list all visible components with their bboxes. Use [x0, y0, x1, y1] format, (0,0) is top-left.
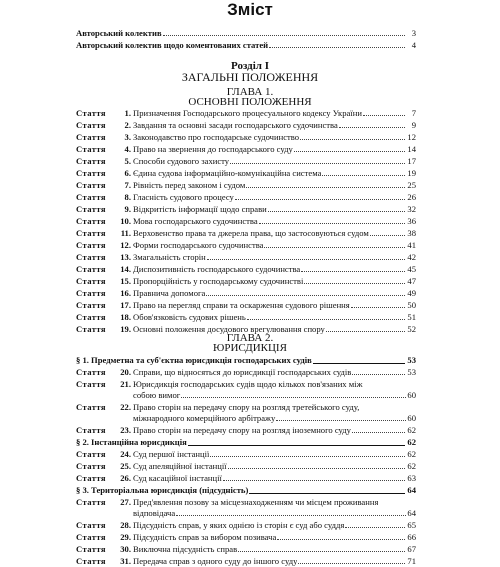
entry-page: 67 — [407, 544, 416, 554]
article-number: 14. — [120, 264, 131, 274]
entry-page: 14 — [407, 144, 416, 154]
toc-entry[interactable] — [76, 203, 416, 215]
front-matter — [76, 27, 416, 51]
toc-entry-continuation[interactable] — [76, 390, 416, 401]
leader-dots — [277, 539, 405, 540]
article-number: 18. — [120, 312, 131, 322]
leader-dots — [269, 47, 405, 48]
chapter-name: ЮРИСДИКЦІЯ — [213, 342, 287, 354]
toc-entry[interactable] — [76, 401, 416, 413]
toc-entry[interactable] — [76, 531, 416, 543]
toc-entry[interactable] — [76, 519, 416, 531]
leader-dots — [294, 151, 405, 152]
toc-entry[interactable] — [76, 251, 416, 263]
toc-entry[interactable] — [76, 366, 416, 378]
entry-page: 42 — [407, 252, 416, 262]
entry-text: відповідача — [133, 508, 176, 518]
leader-dots — [276, 413, 406, 421]
entry-page: 36 — [407, 216, 416, 226]
toc-section[interactable] — [76, 484, 416, 496]
entry-page: 65 — [407, 520, 416, 530]
toc-entry[interactable] — [76, 543, 416, 555]
article-number: 31. — [120, 556, 131, 566]
article-word: Стаття — [76, 216, 106, 226]
article-number: 10. — [120, 216, 131, 226]
chapter-label: ГЛАВА 2. — [226, 332, 274, 344]
entry-page: 53 — [407, 355, 416, 365]
leader-dots — [235, 199, 405, 200]
article-number: 9. — [124, 204, 131, 214]
entry-text: собою вимог — [133, 390, 181, 400]
article-number: 19. — [120, 324, 131, 334]
entry-text: § 3. Територіальна юрисдикція (підсудність) — [76, 485, 249, 495]
leader-dots — [163, 35, 405, 36]
entry-page: 17 — [407, 156, 416, 166]
entry-text: Справи, що відносяться до юрисдикції господарських судів — [133, 367, 352, 377]
leader-dots — [322, 175, 405, 176]
toc-entry[interactable] — [76, 472, 416, 484]
leader-dots — [238, 551, 405, 552]
entry-page: 47 — [407, 276, 416, 286]
article-word: Стаття — [76, 264, 106, 274]
article-word: Стаття — [76, 120, 106, 130]
leader-dots — [339, 127, 405, 128]
article-word: Стаття — [76, 132, 106, 142]
article-number: 30. — [120, 544, 131, 554]
leader-dots — [351, 307, 405, 308]
page-title: Зміст — [227, 0, 273, 19]
entry-page: 26 — [407, 192, 416, 202]
article-number: 28. — [120, 520, 131, 530]
entry-page: 45 — [407, 264, 416, 274]
chapter-label: ГЛАВА 1. — [226, 86, 274, 98]
section-label: Розділ І — [231, 60, 269, 72]
leader-dots — [259, 223, 405, 224]
leader-dots — [304, 283, 405, 284]
article-word: Стаття — [76, 144, 106, 154]
toc-entry[interactable] — [76, 143, 416, 155]
entry-text: Право сторін на передачу спору на розгляд іноземного суду — [133, 425, 351, 435]
article-word: Стаття — [76, 240, 106, 250]
article-word: Стаття — [76, 544, 106, 554]
leader-dots — [206, 295, 405, 296]
toc-entry[interactable] — [76, 448, 416, 460]
article-number: 8. — [124, 192, 131, 202]
entry-text: Обов'язковість судових рішень — [133, 312, 246, 322]
toc-entry-continuation[interactable] — [76, 413, 416, 424]
toc-entry[interactable] — [76, 555, 416, 567]
article-word: Стаття — [76, 367, 106, 377]
article-word: Стаття — [76, 168, 106, 178]
leader-dots — [246, 187, 405, 188]
article-number: 12. — [120, 240, 131, 250]
chapter2-list — [76, 354, 416, 567]
entry-page: 71 — [407, 556, 416, 566]
entry-page: 53 — [407, 367, 416, 377]
toc-entry[interactable] — [76, 155, 416, 167]
entry-text: Суд першої інстанції — [133, 449, 210, 459]
entry-text: Призначення Господарського процесуального кодексу України — [133, 108, 362, 118]
entry-text: Право сторін на передачу спору на розгляд третейського суду, — [133, 402, 360, 412]
toc-entry[interactable] — [76, 215, 416, 227]
article-number: 23. — [120, 425, 131, 435]
entry-text: Суд апеляційної інстанції — [133, 461, 227, 471]
toc-entry-continuation[interactable] — [76, 508, 416, 519]
entry-text: Верховенство права та джерела права, що застосовуються судом — [133, 228, 369, 238]
entry-page: 66 — [407, 532, 416, 542]
entry-text: Суд касаційної інстанції — [133, 473, 222, 483]
entry-page: 9 — [411, 120, 416, 130]
article-word: Стаття — [76, 461, 106, 471]
leader-dots — [301, 271, 405, 272]
entry-text: Мова господарського судочинства — [133, 216, 258, 226]
article-word: Стаття — [76, 252, 106, 262]
leader-dots — [210, 456, 405, 457]
entry-text: міжнародного комерційного арбітражу — [133, 413, 276, 423]
leader-dots — [176, 508, 406, 516]
article-word: Стаття — [76, 425, 106, 435]
entry-text: Пред'явлення позову за місцезнаходженням чи місцем проживання — [133, 497, 379, 507]
toc-entry[interactable] — [76, 131, 416, 143]
entry-text: § 1. Предметна та суб'єктна юрисдикція господарських судів — [76, 355, 312, 365]
entry-page: 64 — [407, 485, 416, 495]
leader-dots — [228, 468, 405, 469]
article-number: 25. — [120, 461, 131, 471]
article-word: Стаття — [76, 556, 106, 566]
toc-section[interactable] — [76, 436, 416, 448]
entry-text: Відкритість інформації щодо справи — [133, 204, 267, 214]
entry-text: Право на звернення до господарського суду — [133, 144, 293, 154]
leader-dots — [313, 363, 405, 364]
entry-text: § 2. Інстанційна юрисдикція — [76, 437, 187, 447]
entry-page: 25 — [407, 180, 416, 190]
article-number: 20. — [120, 367, 131, 377]
entry-text: Змагальність сторін — [133, 252, 206, 262]
leader-dots — [268, 211, 405, 212]
leader-dots — [181, 390, 406, 398]
leader-dots — [230, 163, 405, 164]
entry-page: 49 — [407, 288, 416, 298]
article-number: 5. — [124, 156, 131, 166]
article-word: Стаття — [76, 156, 106, 166]
article-number: 16. — [120, 288, 131, 298]
entry-text: Способи судового захисту — [133, 156, 230, 166]
entry-page: 64 — [407, 508, 416, 518]
entry-text: Передача справ з одного суду до іншого суду — [133, 556, 298, 566]
article-word: Стаття — [76, 473, 106, 483]
entry-text: Авторський колектив щодо коментованих статей — [76, 40, 269, 50]
article-number: 3. — [124, 132, 131, 142]
chapter1-list — [76, 107, 416, 335]
entry-page: 62 — [407, 437, 416, 447]
article-word: Стаття — [76, 288, 106, 298]
article-word: Стаття — [76, 276, 106, 286]
article-word: Стаття — [76, 520, 106, 530]
toc-entry[interactable] — [76, 119, 416, 131]
toc-entry[interactable] — [76, 263, 416, 275]
leader-dots — [223, 480, 405, 481]
entry-page: 38 — [407, 228, 416, 238]
article-number: 27. — [120, 497, 131, 507]
article-number: 2. — [124, 120, 131, 130]
leader-dots — [188, 445, 405, 446]
article-word: Стаття — [76, 180, 106, 190]
article-word: Стаття — [76, 192, 106, 202]
entry-page: 63 — [407, 473, 416, 483]
toc-entry[interactable] — [76, 227, 416, 239]
entry-page: 4 — [411, 40, 416, 50]
entry-page: 12 — [407, 132, 416, 142]
entry-text: Форми господарського судочинства — [133, 240, 264, 250]
entry-text: Правнича допомога — [133, 288, 206, 298]
entry-text: Авторський колектив — [76, 28, 162, 38]
toc-entry[interactable] — [76, 311, 416, 323]
article-number: 22. — [120, 402, 131, 412]
entry-text: Єдина судова інформаційно-комунікаційна система — [133, 168, 322, 178]
article-number: 26. — [120, 473, 131, 483]
entry-text: Підсудність справ, у яких однією із сторін є суд або суддя — [133, 520, 345, 530]
entry-text: Диспозитивність господарського судочинства — [133, 264, 301, 274]
entry-page: 32 — [407, 204, 416, 214]
article-number: 7. — [124, 180, 131, 190]
article-word: Стаття — [76, 532, 106, 542]
entry-page: 41 — [407, 240, 416, 250]
toc-entry[interactable] — [76, 460, 416, 472]
article-word: Стаття — [76, 449, 106, 459]
article-word: Стаття — [76, 108, 106, 118]
toc-entry[interactable] — [76, 39, 416, 51]
toc-entry[interactable] — [76, 299, 416, 311]
entry-page: 62 — [407, 425, 416, 435]
chapter-name: ОСНОВНІ ПОЛОЖЕННЯ — [188, 96, 312, 108]
entry-page: 60 — [407, 413, 416, 423]
article-number: 21. — [120, 379, 131, 389]
toc-entry[interactable] — [76, 287, 416, 299]
article-word: Стаття — [76, 324, 106, 334]
article-word: Стаття — [76, 402, 106, 412]
toc-entry[interactable] — [76, 496, 416, 508]
article-word: Стаття — [76, 204, 106, 214]
article-number: 11. — [120, 228, 131, 238]
article-word: Стаття — [76, 300, 106, 310]
toc-entry[interactable] — [76, 275, 416, 287]
section-name: ЗАГАЛЬНІ ПОЛОЖЕННЯ — [181, 70, 319, 84]
entry-text: Пропорційність у господарському судочинстві — [133, 276, 304, 286]
article-word: Стаття — [76, 312, 106, 322]
entry-page: 60 — [407, 390, 416, 400]
entry-text: Виключна підсудність справ — [133, 544, 238, 554]
toc-entry[interactable] — [76, 378, 416, 390]
entry-page: 51 — [407, 312, 416, 322]
entry-text: Законодавство про господарське судочинство — [133, 132, 300, 142]
entry-text: Основні положення досудового врегулювання спору — [133, 324, 325, 334]
leader-dots — [298, 563, 405, 564]
entry-page: 62 — [407, 449, 416, 459]
toc-entry[interactable] — [76, 167, 416, 179]
article-word: Стаття — [76, 228, 106, 238]
entry-page: 52 — [407, 324, 416, 334]
article-number: 24. — [120, 449, 131, 459]
toc-entry[interactable] — [76, 27, 416, 39]
toc-entry[interactable] — [76, 179, 416, 191]
leader-dots — [352, 374, 405, 375]
entry-text: Право на перегляд справи та оскарження судового рішення — [133, 300, 350, 310]
toc-entry[interactable] — [76, 239, 416, 251]
toc-section[interactable] — [76, 354, 416, 366]
leader-dots — [249, 493, 405, 494]
entry-page: 7 — [411, 108, 416, 118]
article-word: Стаття — [76, 379, 106, 389]
leader-dots — [300, 139, 405, 140]
article-number: 1. — [124, 108, 131, 118]
article-number: 13. — [120, 252, 131, 262]
article-number: 4. — [124, 144, 131, 154]
entry-text: Завдання та основні засади господарського судочинства — [133, 120, 338, 130]
entry-page: 3 — [411, 28, 416, 38]
article-number: 29. — [120, 532, 131, 542]
entry-page: 62 — [407, 461, 416, 471]
leader-dots — [370, 235, 405, 236]
leader-dots — [247, 319, 405, 320]
toc-entry[interactable] — [76, 107, 416, 119]
leader-dots — [264, 247, 405, 248]
article-number: 17. — [120, 300, 131, 310]
article-number: 15. — [120, 276, 131, 286]
entry-text: Рівність перед законом і судом — [133, 180, 246, 190]
leader-dots — [352, 432, 405, 433]
leader-dots — [207, 259, 405, 260]
entry-text: Гласність судового процесу — [133, 192, 234, 202]
article-word: Стаття — [76, 497, 106, 507]
entry-text: Підсудність справ за вибором позивача — [133, 532, 277, 542]
toc-entry[interactable] — [76, 191, 416, 203]
entry-text: Юрисдикція господарських судів щодо кількох пов'язаних між — [133, 379, 363, 389]
entry-page: 50 — [407, 300, 416, 310]
leader-dots — [345, 527, 405, 528]
toc-entry[interactable] — [76, 424, 416, 436]
leader-dots — [363, 115, 405, 116]
entry-page: 19 — [407, 168, 416, 178]
article-number: 6. — [124, 168, 131, 178]
